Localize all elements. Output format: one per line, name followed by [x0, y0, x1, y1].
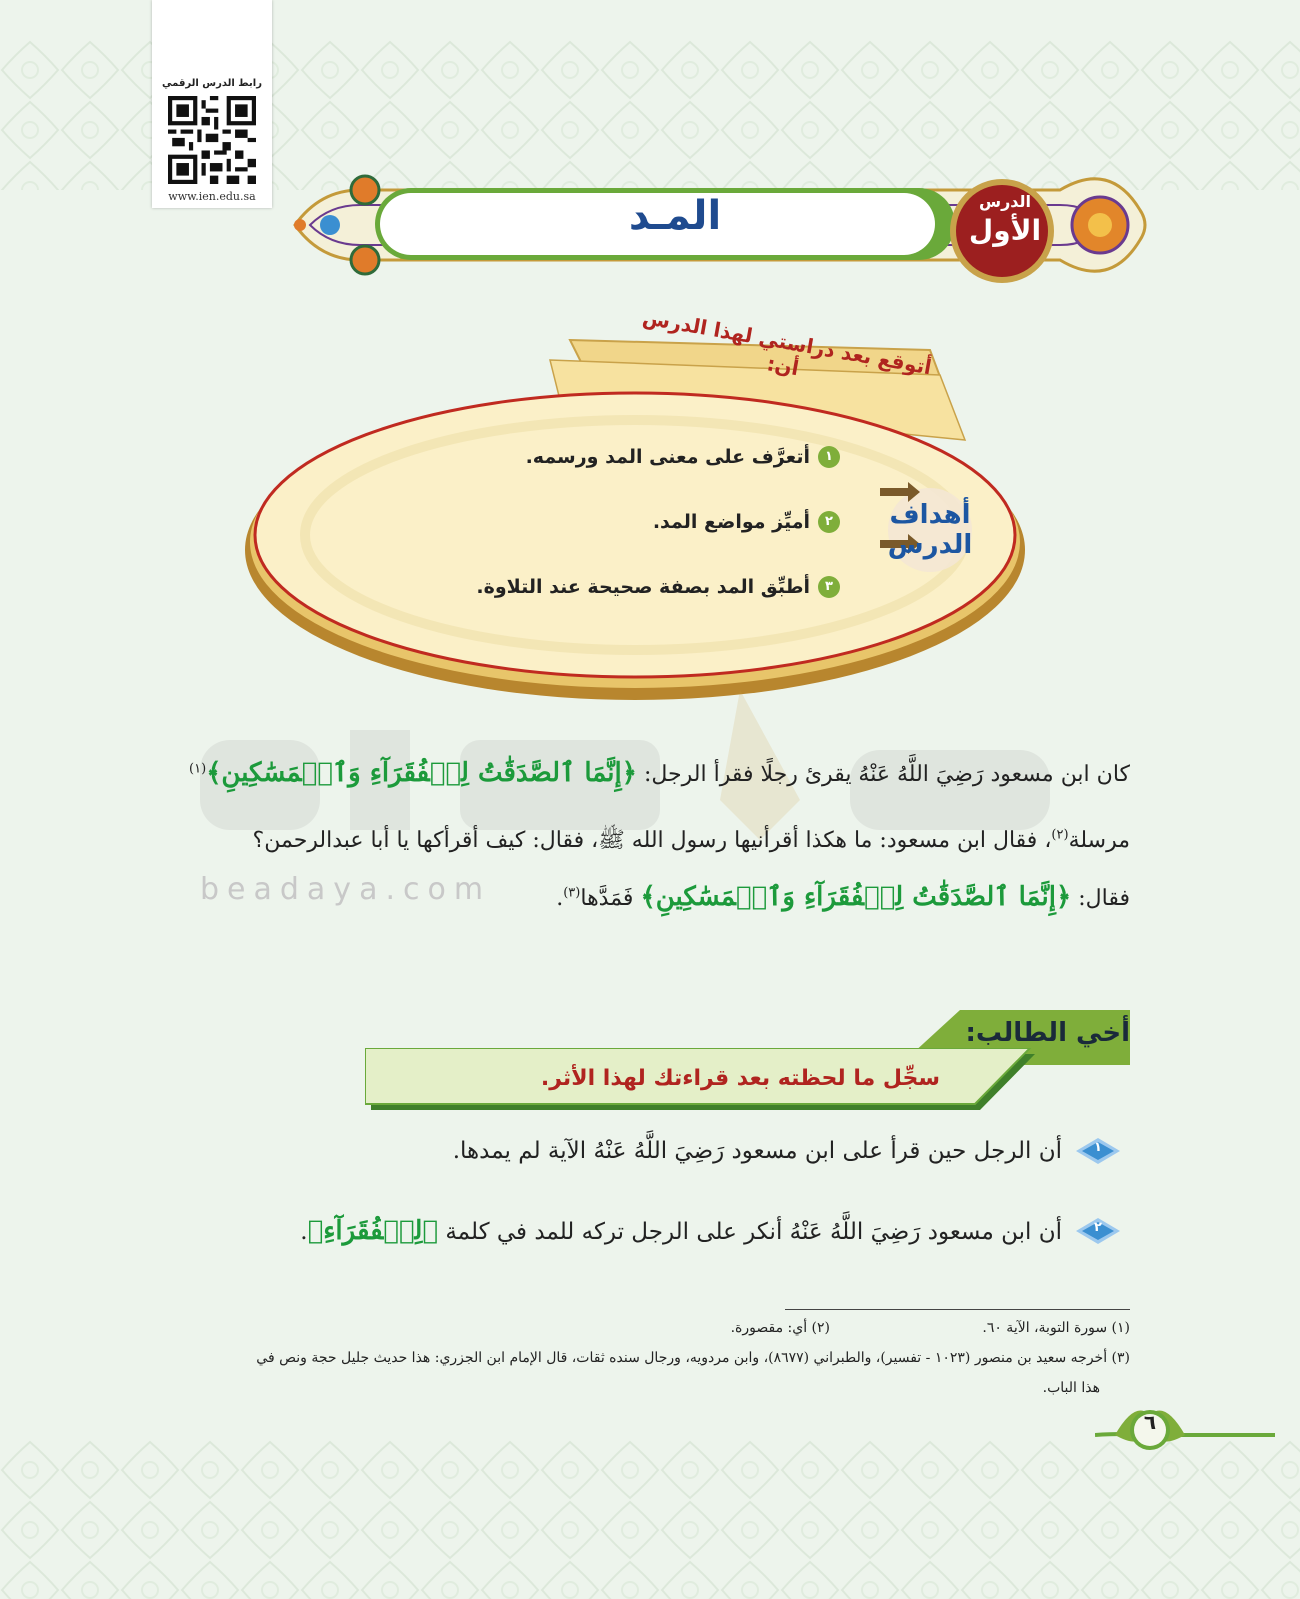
story-text: .	[556, 886, 564, 911]
story-text: فقال:	[1071, 886, 1130, 911]
observation-text: .	[300, 1219, 308, 1245]
numbered-arrow-icon	[1076, 1218, 1120, 1244]
footnote-ref[interactable]: (٣)	[563, 885, 581, 901]
observation-item	[453, 1138, 1120, 1164]
lesson-goals-label: أهداف الدرس	[887, 500, 973, 560]
observation-text: أن ابن مسعود رَضِيَ اللَّهُ عَنْهُ أنكر على الرجل تركه للمد في كلمة	[438, 1219, 1062, 1245]
badge-label: الدرس	[978, 192, 1032, 211]
objective-text: أميِّز مواضع المد.	[652, 511, 810, 533]
footnote-ref[interactable]: (١)	[189, 761, 207, 777]
page-number: ٦	[1143, 1410, 1157, 1434]
footnote-3-continued: هذا الباب.	[1042, 1380, 1100, 1396]
footnote-ref[interactable]: (٢)	[1051, 827, 1069, 843]
quran-word: ﴿لِلۡفُقَرَآءِ﴾	[307, 1216, 439, 1246]
observation-number: ٢	[1094, 1220, 1102, 1235]
student-heading: أخي الطالب:	[965, 1018, 1130, 1048]
lesson-title: المـد	[628, 193, 722, 239]
objective-item	[526, 446, 840, 468]
story-line-3	[556, 882, 1130, 912]
observation-text: أن الرجل حين قرأ على ابن مسعود رَضِيَ اللَّهُ عَنْهُ الآية لم يمدها.	[452, 1138, 1062, 1164]
quran-verse: ﴿إِنَّمَا ٱلصَّدَقَٰتُ لِلۡفُقَرَآءِ وَٱلۡمَسَٰكِينِ﴾	[640, 882, 1072, 912]
objective-number: ٣	[818, 576, 840, 598]
observation-item	[300, 1216, 1120, 1246]
story-text: ، فقال ابن مسعود: ما هكذا أقرأنيها رسول الله ﷺ، فقال: كيف أقرأكها يا أبا عبدالرحمن؟	[252, 828, 1052, 853]
story-line-1	[189, 758, 1130, 788]
badge-number: الأول	[968, 214, 1042, 247]
footnote-divider	[785, 1309, 1130, 1310]
lesson-number-badge	[955, 182, 1055, 282]
footnote-1: (١) سورة التوبة، الآية ٦٠.	[982, 1320, 1130, 1336]
story-line-2	[253, 826, 1130, 858]
objective-item	[653, 511, 840, 533]
objective-text: أتعرَّف على معنى المد ورسمه.	[525, 446, 810, 468]
footnote-2: (٢) أي: مقصورة.	[730, 1320, 830, 1336]
objective-item	[476, 576, 840, 598]
numbered-arrow-icon	[1076, 1138, 1120, 1164]
objective-number: ١	[818, 446, 840, 468]
objective-number: ٢	[818, 511, 840, 533]
qr-code-icon[interactable]	[168, 96, 256, 184]
story-text: مرسلة	[1068, 828, 1130, 853]
story-text: كان ابن مسعود رَضِيَ اللَّهُ عَنْهُ يقرئ رجلًا فقرأ الرجل:	[636, 762, 1130, 787]
observation-number: ١	[1094, 1140, 1102, 1155]
task-instruction: سجِّل ما لحظته بعد قراءتك لهذا الأثر.	[540, 1066, 940, 1091]
quran-verse: ﴿إِنَّمَا ٱلصَّدَقَٰتُ لِلۡفُقَرَآءِ وَٱلۡمَسَٰكِينِ﴾	[206, 758, 637, 788]
watermark-logo	[200, 690, 1100, 890]
qr-title: رابط الدرس الرقمي	[162, 78, 262, 89]
qr-card[interactable]	[152, 0, 272, 208]
qr-url[interactable]: www.ien.edu.sa	[168, 190, 256, 203]
objectives-heading: أتوقع بعد دراستي لهذا الدرس أن:	[640, 304, 934, 381]
footnote-3: (٣) أخرجه سعيد بن منصور (١٠٢٣ - تفسير)، والطبراني (٨٦٧٧)، وابن مردويه، ورجال سنده ثقات، قال الإمام ابن الجزري: هذا حديث جليل حجة ونص في	[256, 1350, 1130, 1366]
watermark-text: beadaya.com	[200, 872, 492, 907]
story-text: فَمَدَّها	[580, 886, 641, 911]
objective-text: أطبِّق المد بصفة صحيحة عند التلاوة.	[476, 576, 810, 598]
page-number-ornament	[1095, 1395, 1275, 1470]
